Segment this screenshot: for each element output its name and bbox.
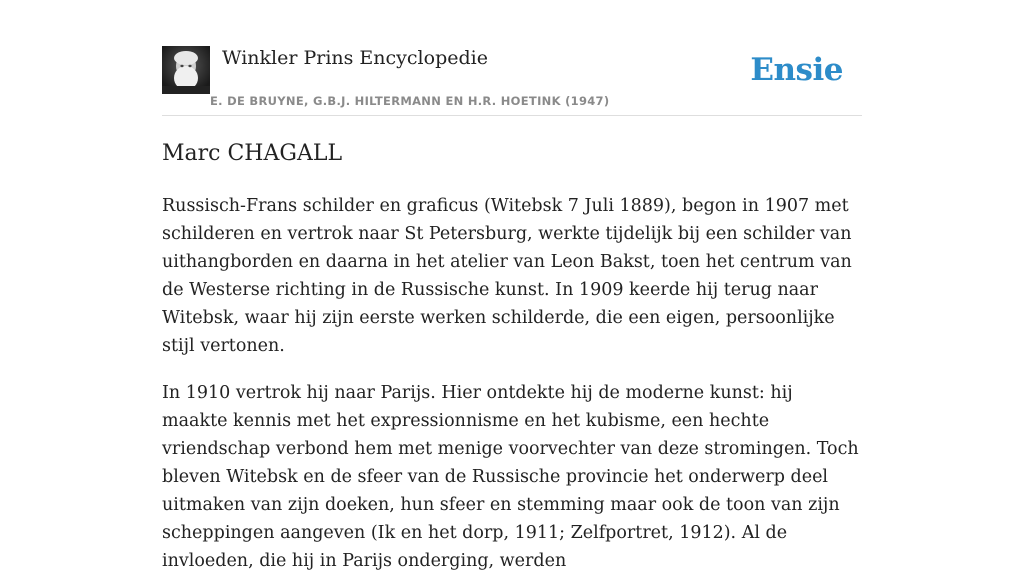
- portrait-photo-icon: [162, 46, 210, 94]
- source-authors: E. DE BRUYNE, G.B.J. HILTERMANN EN H.R. HOETINK (1947): [210, 94, 610, 108]
- article-paragraph: Russisch-Frans schilder en graficus (Witebsk 7 Juli 1889), begon in 1907 met schilderen en vertrok naar St Petersburg, werkte tijdelijk bij een schilder van uithangborden en daarna in het atelier van Leon Bakst, toen het centrum van de Westerse richting in de Russische kunst. In 1909 keerde hij terug naar Witebsk, waar hij zijn eerste werken schilderde, die een eigen, persoonlijke stijl vertonen.: [162, 196, 852, 356]
- author-avatar: [162, 46, 210, 94]
- article: [162, 138, 862, 575]
- source-title[interactable]: Winkler Prins Encyclopedie: [222, 47, 488, 69]
- article-title: Marc CHAGALL: [162, 141, 343, 166]
- source-header: [162, 46, 862, 116]
- brand-logo[interactable]: Ensie: [750, 52, 843, 88]
- article-paragraph: In 1910 vertrok hij naar Parijs. Hier ontdekte hij de moderne kunst: hij maakte kennis met het expressionnisme en het kubisme, een hechte vriendschap verbond hem met menige voorvechter van deze stromingen. Toch bleven Witebsk en de sfeer van de Russische provincie het onderwerp deel uitmaken van zijn doeken, hun sfeer en stemming maar ook de toon van zijn scheppingen aangeven (Ik en het dorp, 1911; Zelfportret, 1912). Al de invloeden, die hij in Parijs onderging, werden: [162, 383, 859, 571]
